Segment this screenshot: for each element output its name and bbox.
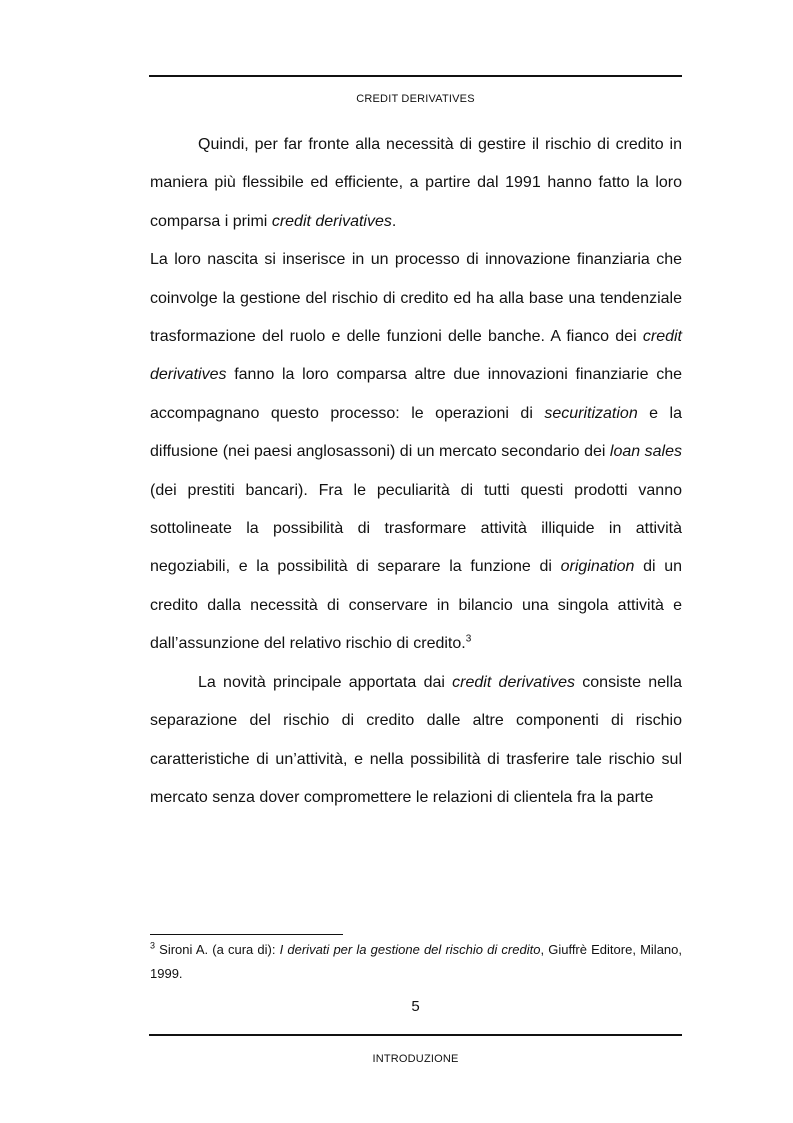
p3-text-2: consiste nella separazione del rischio di credito dalle altre componenti di rischio caratteristiche di un’attività, e nella possibilità di trasferire tale rischio sul mercato senza dover compromettere le relazioni di clientela fra la parte (150, 673, 683, 806)
p2-text-5: di un credito dalla necessità di conservare in bilancio una singola attività e dall’assunzione del relativo rischio di credito. (150, 558, 683, 653)
paragraph-1 (150, 126, 682, 241)
p2-italic-1: credit derivatives (150, 328, 682, 384)
footnote (150, 938, 682, 986)
p2-italic-3: loan sales (609, 443, 682, 461)
p3-text-1: La novità principale apportata dai (198, 673, 453, 691)
footer-rule (149, 1034, 682, 1036)
footnote-italic-1: I derivati per la gestione del rischio di credito (279, 942, 541, 957)
page-number: 5 (411, 998, 420, 1015)
footnote-marker: 3 (150, 940, 156, 951)
footnote-text-1: Sironi A. (a cura di): (155, 942, 280, 957)
footnote-text-2: , Giuffrè Editore, Milano, 1999. (150, 942, 682, 981)
footnote-reference[interactable]: 3 (465, 633, 472, 645)
header-rule (149, 75, 682, 77)
footnote-separator (150, 934, 343, 935)
p2-text-1: La loro nascita si inserisce in un processo di innovazione finanziaria che coinvolge la gestione del rischio di credito ed ha alla base una tendenziale trasformazione del ruolo e delle funzioni delle banche. A fianco dei (150, 251, 682, 346)
p2-text-4: (dei prestiti bancari). Fra le peculiarità di tutti questi prodotti vanno sottolineate la possibilità di trasformare attività illiquide in attività negoziabili, e la possibilità di separare la funzione di (150, 481, 682, 576)
body-text (150, 126, 682, 817)
paragraph-3 (150, 664, 682, 818)
p1-text-2: . (391, 212, 397, 230)
p2-italic-2: securitization (544, 404, 638, 422)
p1-italic-1: credit derivatives (271, 212, 392, 230)
paragraph-2 (150, 241, 682, 663)
running-footer: INTRODUZIONE (372, 1053, 459, 1065)
p3-italic-1: credit derivatives (452, 673, 576, 691)
p2-text-3: e la diffusione (nei paesi anglosassoni) di un mercato secondario dei (150, 404, 682, 461)
p2-text-2: fanno la loro comparsa altre due innovazioni finanziarie che accompagnano questo processo: le operazioni di (150, 366, 682, 422)
p2-italic-4: origination (560, 558, 635, 576)
running-header: CREDIT DERIVATIVES (356, 93, 475, 105)
p1-text-1: Quindi, per far fronte alla necessità di gestire il rischio di credito in maniera più flessibile ed efficiente, a partire dal 1991 hanno fatto la loro comparsa i primi (150, 136, 682, 230)
